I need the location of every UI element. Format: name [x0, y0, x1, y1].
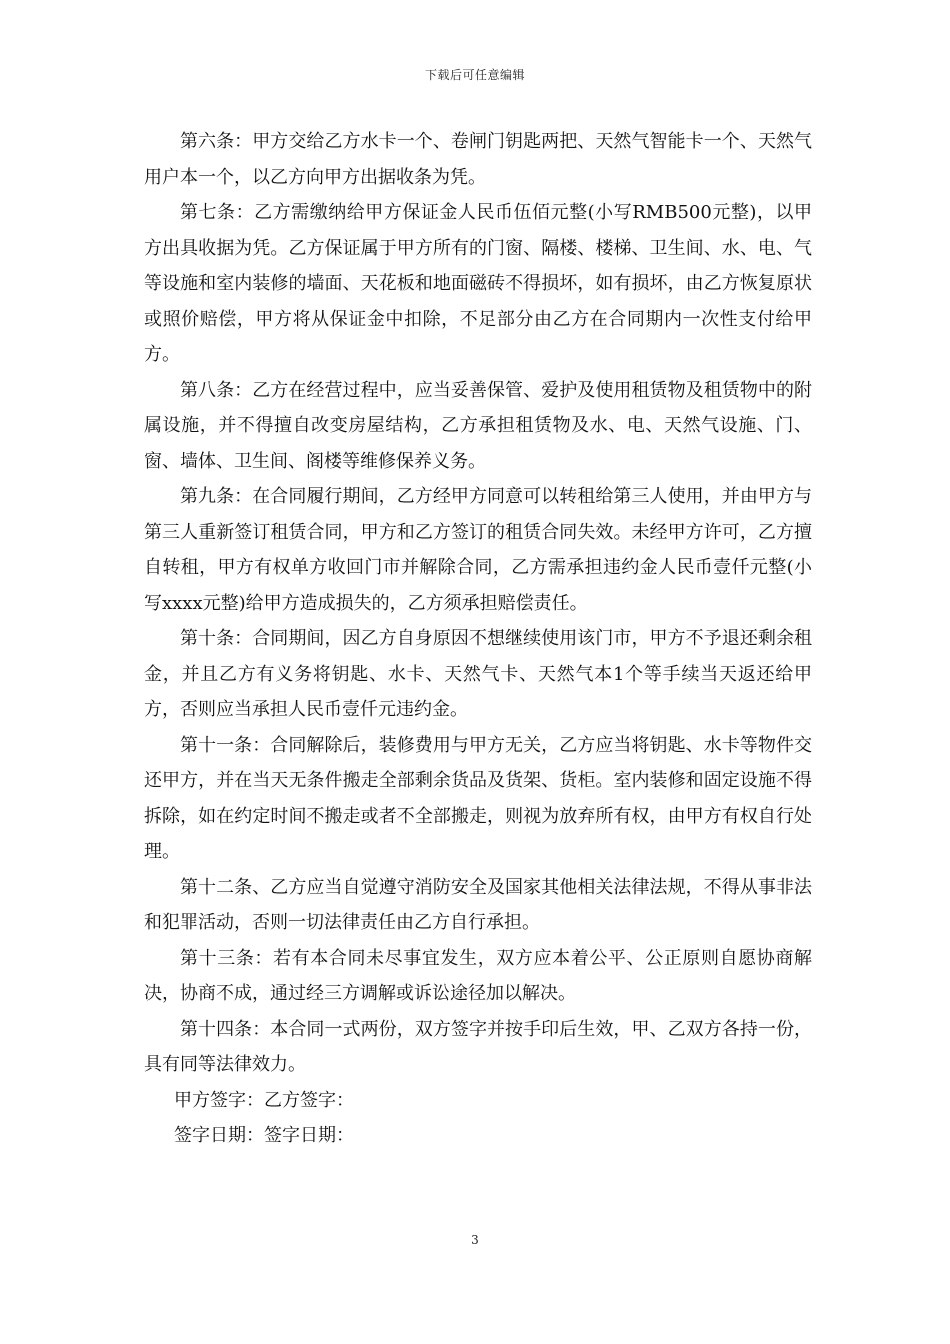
clause-13: 第十三条：若有本合同未尽事宜发生，双方应本着公平、公正原则自愿协商解决，协商不成，通过经三方调解或诉讼途径加以解决。	[144, 947, 812, 1004]
signature-line: 甲方签字：乙方签字：	[174, 1089, 354, 1111]
signature-date-line: 签字日期：签字日期：	[174, 1125, 354, 1146]
clause-14: 第十四条：本合同一式两份，双方签字并按手印后生效，甲、乙双方各持一份，具有同等法律效力。	[144, 1018, 812, 1075]
page-header: 下载后可任意编辑	[424, 68, 525, 82]
clause-12: 第十二条、乙方应当自觉遵守消防安全及国家其他相关法律法规，不得从事非法和犯罪活动，否则一切法律责任由乙方自行承担。	[144, 876, 812, 933]
clause-11: 第十一条：合同解除后，装修费用与甲方无关，乙方应当将钥匙、水卡等物件交还甲方，并在当天无条件搬走全部剩余货品及货架、货柜。室内装修和固定设施不得拆除，如在约定时间不搬走或者不全部搬走，则视为放弃所有权，由甲方有权自行处理。	[144, 734, 812, 862]
clause-7: 第七条：乙方需缴纳给甲方保证金人民币伍佰元整(小写RMB500元整)，以甲方出具收据为凭。乙方保证属于甲方所有的门窗、隔楼、楼梯、卫生间、水、电、气等设施和室内装修的墙面、天花板和地面磁砖不得损坏，如有损坏，由乙方恢复原状或照价赔偿，甲方将从保证金中扣除，不足部分由乙方在合同期内一次性支付给甲方。	[144, 202, 812, 365]
clause-8: 第八条：乙方在经营过程中，应当妥善保管、爱护及使用租赁物及租赁物中的附属设施，并不得擅自改变房屋结构，乙方承担租赁物及水、电、天然气设施、门、窗、墙体、卫生间、阁楼等维修保养义务。	[144, 379, 812, 472]
page-number: 3	[471, 1233, 479, 1247]
clause-9: 第九条：在合同履行期间，乙方经甲方同意可以转租给第三人使用，并由甲方与第三人重新签订租赁合同，甲方和乙方签订的租赁合同失效。未经甲方许可，乙方擅自转租，甲方有权单方收回门市并解除合同，乙方需承担违约金人民币壹仟元整(小写xxxx元整)给甲方造成损失的，乙方须承担赔偿责任。	[144, 486, 812, 614]
clause-6: 第六条：甲方交给乙方水卡一个、卷闸门钥匙两把、天然气智能卡一个、天然气用户本一个，以乙方向甲方出据收条为凭。	[144, 131, 812, 188]
contract-body	[144, 124, 812, 1154]
clause-10: 第十条：合同期间，因乙方自身原因不想继续使用该门市，甲方不予退还剩余租金，并且乙方有义务将钥匙、水卡、天然气卡、天然气本1个等手续当天返还给甲方，否则应当承担人民币壹仟元违约金。	[144, 628, 812, 720]
